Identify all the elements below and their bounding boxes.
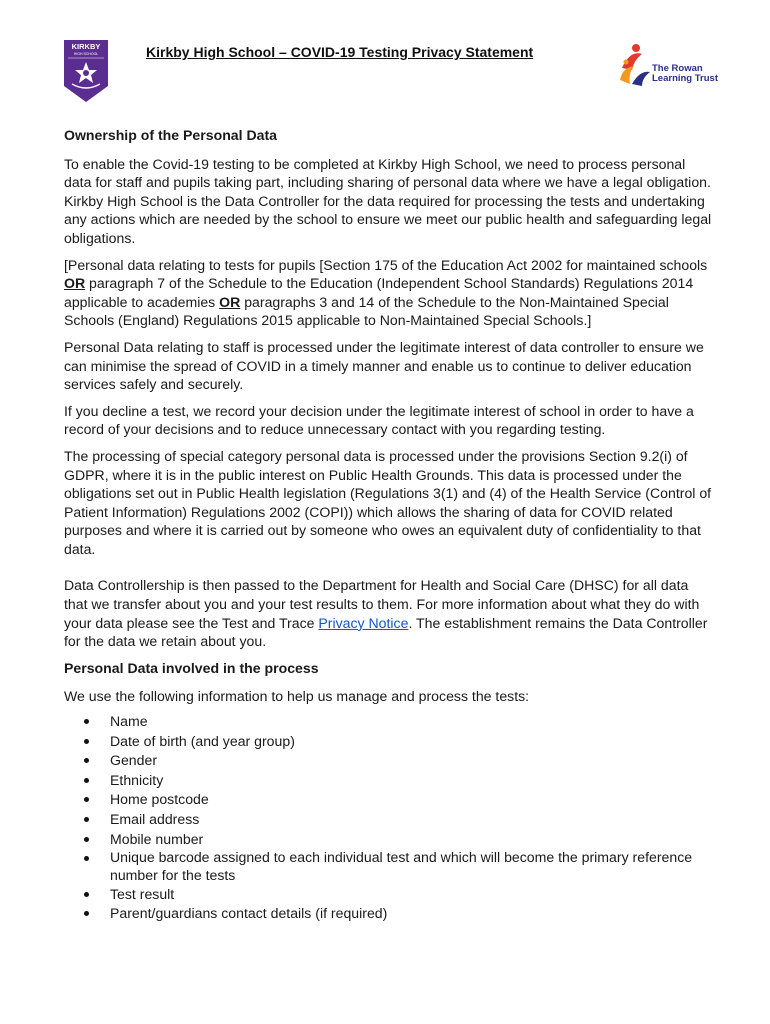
- list-item: Name: [110, 712, 714, 731]
- paragraph-special-category: The processing of special category personal data is processed under the provisions Section 9.2(i) of GDPR, where it is in the public interest on Public Health Grounds. This data is processed under the obligations set out in Public Health legislation (Regulations 3(1) and (4) of the Health Service (Control of Patient Information) Regulations 2002 (COPI)) which allows the sharing of data for COVID related purposes and where it is carried out by someone who owes an equivalent duty of confidentiality to that data.: [64, 447, 712, 557]
- list-item: Date of birth (and year group): [110, 732, 714, 751]
- list-item: Mobile number: [110, 830, 714, 849]
- document-body: [64, 126, 714, 924]
- list-item: Home postcode: [110, 790, 714, 809]
- kirkby-school-crest-logo: [64, 40, 108, 102]
- rowan-logo-line2: Learning Trust: [652, 73, 718, 84]
- paragraph-legal-basis-pupils: [64, 256, 714, 330]
- paragraph-data-controllership: [64, 576, 714, 650]
- rowan-logo-wordmark: [652, 64, 718, 84]
- svg-text:KIRKBY: KIRKBY: [71, 42, 101, 51]
- list-item: Parent/guardians contact details (if required): [110, 904, 714, 923]
- svg-text:HIGH SCHOOL: HIGH SCHOOL: [73, 52, 99, 56]
- list-item: Unique barcode assigned to each individual test and which will become the primary reference number for the tests: [110, 849, 714, 884]
- or-emphasis-2: OR: [219, 293, 241, 310]
- list-item: Ethnicity: [110, 771, 714, 790]
- or-emphasis-1: OR: [64, 275, 86, 292]
- list-item: Email address: [110, 810, 714, 829]
- personal-data-list: [64, 712, 714, 923]
- controllership-text-b: . The establishment remains the Data Controller for the data we retain about you.: [64, 614, 708, 650]
- privacy-notice-link[interactable]: Privacy Notice: [318, 614, 409, 631]
- legal-basis-text-b: paragraph 7 of the Schedule to the Education (Independent School Standards) Regulations 2014 applicable to academies: [64, 275, 694, 310]
- legal-basis-text-c: paragraphs 3 and 14 of the Schedule to the Non-Maintained Special Schools (England) Regulations 2015 applicable to Non-Maintained Special Schools.]: [64, 293, 669, 329]
- list-item: Gender: [110, 751, 714, 770]
- paragraph-staff-data: Personal Data relating to staff is processed under the legitimate interest of data controller to ensure we can minimise the spread of COVID in a timely manner and enable us to continue to deliver education services safely and securely.: [64, 338, 704, 393]
- paragraph-decline-test: If you decline a test, we record your decision under the legitimate interest of school in order to have a record of your decisions and to reduce unnecessary contact with you regarding testing.: [64, 402, 694, 438]
- list-item: Test result: [110, 885, 714, 904]
- rowan-logo-line1: The Rowan: [652, 63, 703, 74]
- paragraph-intro: To enable the Covid-19 testing to be completed at Kirkby High School, we need to process personal data for staff and pupils taking part, including sharing of personal data where we have a legal obligation. Kirkby High School is the Data Controller for the data required for processing the tests and undertaking any actions which are needed by the school to ensure we meet our public health and safeguarding legal obligations.: [64, 155, 712, 246]
- section-heading-ownership: Ownership of the Personal Data: [64, 127, 278, 143]
- document-title: Kirkby High School – COVID-19 Testing Privacy Statement: [146, 44, 534, 60]
- legal-basis-text-a: [Personal data relating to tests for pupils [Section 175 of the Education Act 2002 for maintained schools: [64, 256, 708, 273]
- section-heading-personal-data: Personal Data involved in the process: [64, 659, 319, 676]
- paragraph-list-intro: We use the following information to help us manage and process the tests:: [64, 688, 530, 705]
- controllership-text-a: Data Controllership is then passed to the Department for Health and Social Care (DHSC) for all data that we transfer about you and your test results to them. For more information about what they do with your data please see the Test and Trace: [64, 577, 700, 631]
